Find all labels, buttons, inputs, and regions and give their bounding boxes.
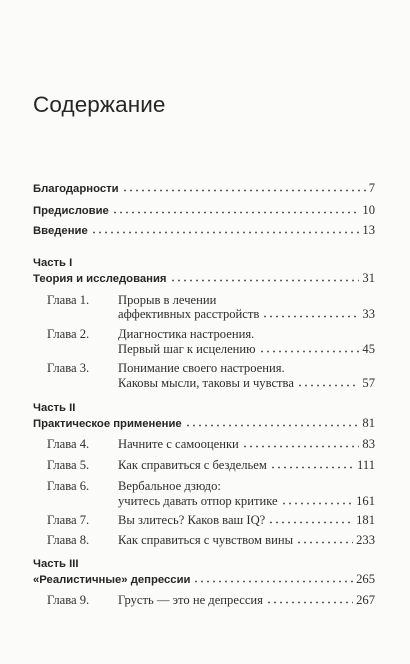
dot-leader [262,308,359,318]
chapter-title-line2: Первый шаг к исцелению [118,342,256,356]
part-title: Теория и исследования [33,273,167,285]
chapter-title-row [118,493,375,510]
toc-entry-part-1[interactable] [33,270,375,288]
toc-chapter-5[interactable] [47,457,375,474]
toc-chapter-4[interactable] [47,436,375,453]
dot-leader [242,438,360,448]
toc-entry-label: Введение [33,225,88,237]
chapter-title-row [118,341,375,358]
chapter-page: 45 [362,342,375,356]
toc-entry-page: 81 [362,416,375,430]
chapter-title-line1: Диагностика настроения. [118,327,255,341]
dot-leader [270,459,354,469]
toc-entry-page: 10 [362,203,375,217]
toc-entry-label: Предисловие [33,205,109,217]
part-title: Практическое применение [33,418,182,430]
part-label: Часть II [33,402,76,414]
chapter-title-line2: аффективных расстройств [118,307,260,321]
toc-entry-part-2[interactable] [33,415,375,433]
dot-leader [268,514,353,524]
toc-entry-preface[interactable] [33,202,375,220]
dot-leader [296,534,353,544]
chapter-label: Глава 6. [47,479,90,493]
chapter-title-row [118,306,375,323]
chapter-title-line1: Понимание своего настроения. [118,361,285,375]
chapter-label: Глава 9. [47,593,90,607]
chapter-title-line2: учитесь давать отпор критике [118,494,278,508]
dot-leader [112,204,360,214]
chapter-page: 267 [356,593,375,607]
toc-chapter-8[interactable] [47,532,375,549]
chapter-page: 33 [362,307,375,321]
chapter-label: Глава 4. [47,437,90,451]
chapter-label: Глава 5. [47,458,90,472]
chapter-page: 111 [357,458,375,472]
chapter-label: Глава 1. [47,293,90,307]
dot-leader [91,224,360,234]
chapter-page: 181 [356,513,375,527]
dot-leader [193,573,353,583]
toc-entry-page: 31 [362,271,375,285]
toc-chapter-7[interactable] [47,512,375,529]
toc-chapter-9[interactable] [47,592,375,609]
dot-leader [259,343,360,353]
chapter-label: Глава 8. [47,533,90,547]
chapter-title-line2: Каковы мысли, таковы и чувства [118,376,294,390]
chapter-title-line1: Вербальное дзюдо: [118,479,221,493]
part-label: Часть I [33,257,73,269]
dot-leader [297,377,359,387]
chapter-title-line1: Прорыв в лечении [118,293,217,307]
dot-leader [266,594,353,604]
chapter-label: Глава 3. [47,361,90,375]
toc-entry-label: Благодарности [33,183,119,195]
dot-leader [281,495,354,505]
toc-entry-introduction[interactable] [33,222,375,240]
chapter-title-line1: Как справиться с чувством вины [118,533,294,547]
part-title: «Реалистичные» депрессии [33,574,191,586]
toc-entry-part-3[interactable] [33,571,375,589]
chapter-label: Глава 7. [47,513,90,527]
chapter-title-line1: Начните с самооценки [118,437,239,451]
dot-leader [122,182,366,192]
dot-leader [170,272,360,282]
chapter-title-line1: Грусть — это не депрессия [118,593,263,607]
chapter-title-line1: Как справиться с бездельем [118,458,267,472]
toc-entry-page: 7 [368,181,375,195]
chapter-page: 233 [356,533,375,547]
part-label: Часть III [33,558,79,570]
chapter-title-row [118,375,375,392]
chapter-label: Глава 2. [47,327,90,341]
chapter-page: 161 [356,494,375,508]
toc-entry-acknowledgements[interactable] [33,180,375,198]
chapter-page: 83 [362,437,375,451]
page-title: Содержание [33,92,166,117]
chapter-page: 57 [362,376,375,390]
dot-leader [185,417,360,427]
toc-entry-page: 265 [356,572,375,586]
toc-entry-page: 13 [362,223,375,237]
chapter-title-line1: Вы злитесь? Каков ваш IQ? [118,513,266,527]
